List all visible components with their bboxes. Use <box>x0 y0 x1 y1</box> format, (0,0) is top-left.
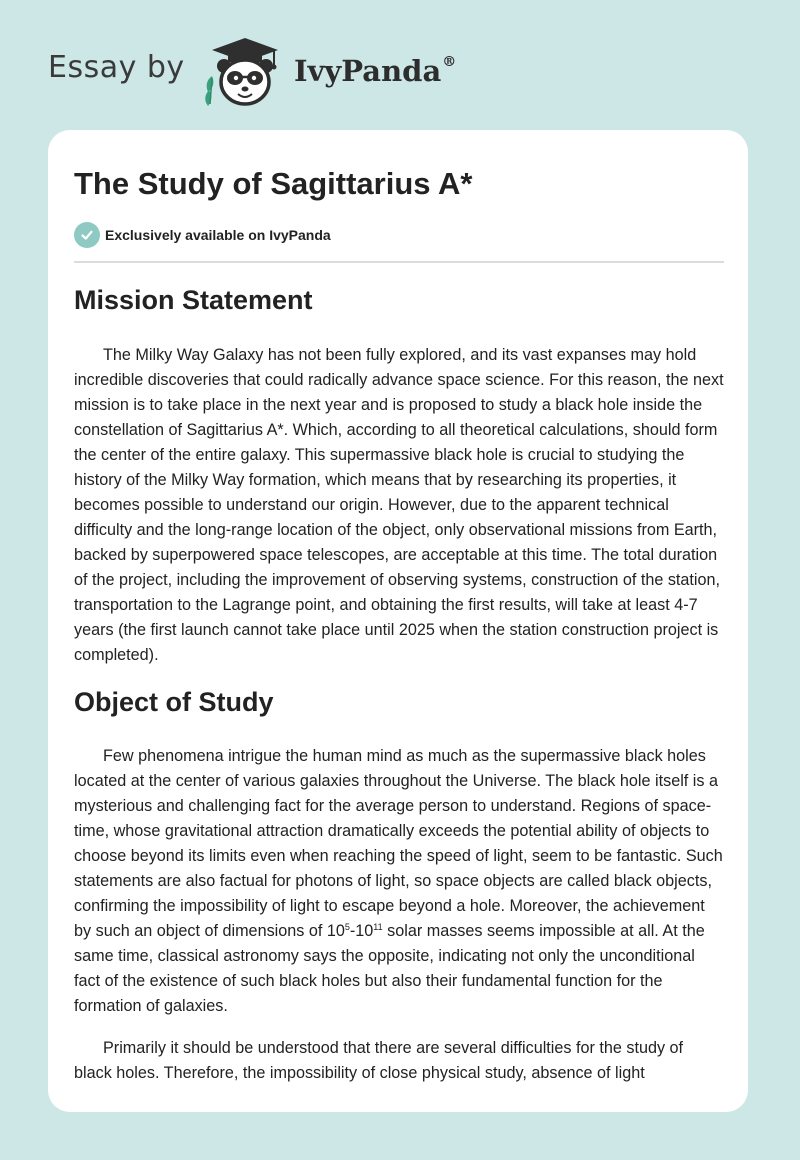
text-run: Few phenomena intrigue the human mind as much as the supermassive black holes located at the center of various galaxies throughout the Universe. The black hole itself is a mysterious and challenging fact for the average person to understand. Regions of space-time, whose gravitational attraction dramatically exceeds the potential ability of objects to choose beyond its limits even when reaching the speed of light, seem to be fantastic. Such statements are also factual for photons of light, so space objects are called black objects, confirming the impossibility of light to escape beyond a hole. Moreover, the achievement by such an object of dimensions of 10 <box>74 747 723 940</box>
page-title: The Study of Sagittarius A* <box>74 166 473 201</box>
brand-name[interactable] <box>294 54 456 88</box>
check-icon <box>74 222 100 248</box>
paragraph-mission-statement: The Milky Way Galaxy has not been fully explored, and its vast expanses may hold incredible discoveries that could radically advance space science. For this reason, the next mission is to take place in the next year and is proposed to study a black hole inside the constellation of Sagittarius A*. Which, according to all theoretical calculations, should form the center of the entire galaxy. This supermassive black hole is crucial to studying the history of the Milky Way formation, which means that by researching its properties, it becomes possible to understand our origin. However, due to the apparent technical difficulty and the long-range location of the object, only observational missions from Earth, backed by superpowered space telescopes, are acceptable at this time. The total duration of the project, including the improvement of observing systems, construction of the station, transportation to the Lagrange point, and obtaining the first results, will take at least 4-7 years (the first launch cannot take place until 2025 when the station construction project is completed). <box>74 346 724 664</box>
brand-name-text: IvyPanda <box>294 54 442 88</box>
essay-card <box>48 130 748 1112</box>
exponent: 5 <box>344 922 350 932</box>
section-heading-object-of-study: Object of Study <box>74 687 274 717</box>
text-run: solar masses seems impossible at all. At the same time, classical astronomy says the opposite, indicating not only the unconditional fact of the existence of such black holes but also their fundamental function for the formation of galaxies. <box>74 922 705 1015</box>
exclusive-badge <box>74 222 331 248</box>
exclusive-label: Exclusively available on IvyPanda <box>105 227 331 243</box>
ivypanda-logo-icon[interactable] <box>200 36 290 108</box>
exponent: 11 <box>373 922 383 932</box>
essay-by-label: Essay by <box>48 50 185 85</box>
registered-mark: ® <box>442 54 457 71</box>
section-heading-mission-statement: Mission Statement <box>74 285 313 315</box>
paragraph-object-of-study-2: Primarily it should be understood that there are several difficulties for the study of black holes. Therefore, the impossibility of close physical study, absence of light <box>74 1039 684 1082</box>
site-header <box>0 0 800 130</box>
text-run: -10 <box>349 922 374 940</box>
divider <box>74 261 724 263</box>
paragraph-object-of-study-1 <box>74 744 724 1019</box>
